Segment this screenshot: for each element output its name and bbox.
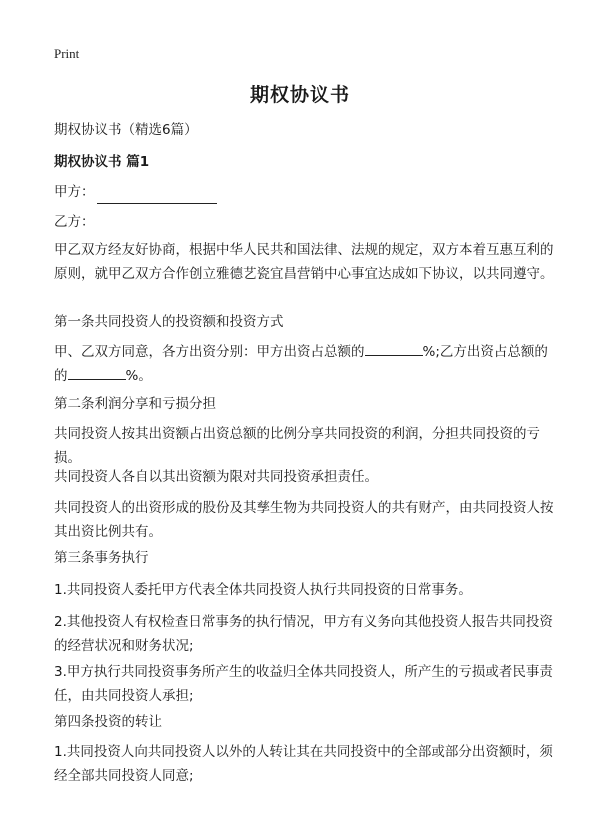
article-1-heading: 第一条共同投资人的投资额和投资方式 [54,314,284,330]
party-a-line [54,180,554,204]
article-4-heading: 第四条投资的转让 [54,714,162,730]
party-a-share-blank [365,341,423,356]
party-a-label: 甲方： [54,184,95,200]
party-b-label: 乙方： [54,214,95,230]
article-1-text-b: %;乙方出资占总额的 [422,344,548,360]
article-2-paragraph-1: 共同投资人按其出资额占出资总额的比例分享共同投资的利润，分担共同投资的亏损。 [54,426,540,466]
party-b-share-blank [68,365,126,380]
page-title: 期权协议书 [249,84,350,106]
article-1-text-a: 甲、乙双方同意，各方出资分别：甲方出资占总额的 [54,344,365,360]
article-1-text: 甲、乙双方同意，各方出资分别：甲方出资占总额的 %;乙方出资占总额的 的 %。 [54,340,554,388]
article-1-text-c: %。 [125,368,152,384]
article-2-heading: 第二条利润分享和亏损分担 [54,396,216,412]
article-2-paragraph-3: 共同投资人的出资形成的股份及其孳生物为共同投资人的共有财产，由共同投资人按其出资比例共有。 [54,500,554,540]
article-3-item-1: 1.共同投资人委托甲方代表全体共同投资人执行共同投资的日常事务。 [54,582,472,598]
article-4-item-1: 1.共同投资人向共同投资人以外的人转让其在共同投资中的全部或部分出资额时，须经全部共同投资人同意; [54,744,553,784]
article-2-paragraph-2: 共同投资人各自以其出资额为限对共同投资承担责任。 [54,469,378,485]
print-link[interactable]: Print [54,46,80,61]
party-a-blank [97,187,217,204]
article-3-item-3: 3.甲方执行共同投资事务所产生的收益归全体共同投资人，所产生的亏损或者民事责任，由共同投资人承担; [54,664,553,704]
article-3-item-2: 2.其他投资人有权检查日常事务的执行情况，甲方有义务向其他投资人报告共同投资的经营状况和财务状况; [54,614,553,654]
party-b-line [54,210,554,234]
intro-paragraph: 甲乙双方经友好协商，根据中华人民共和国法律、法规的规定，双方本着互惠互利的原则，就甲乙双方合作创立雅德艺瓷宜昌营销中心事宜达成如下协议，以共同遵守。 [54,242,554,282]
section-heading: 期权协议书 篇1 [54,154,150,170]
article-3-heading: 第三条事务执行 [54,550,149,566]
document-subtitle: 期权协议书（精选6篇） [54,122,198,138]
